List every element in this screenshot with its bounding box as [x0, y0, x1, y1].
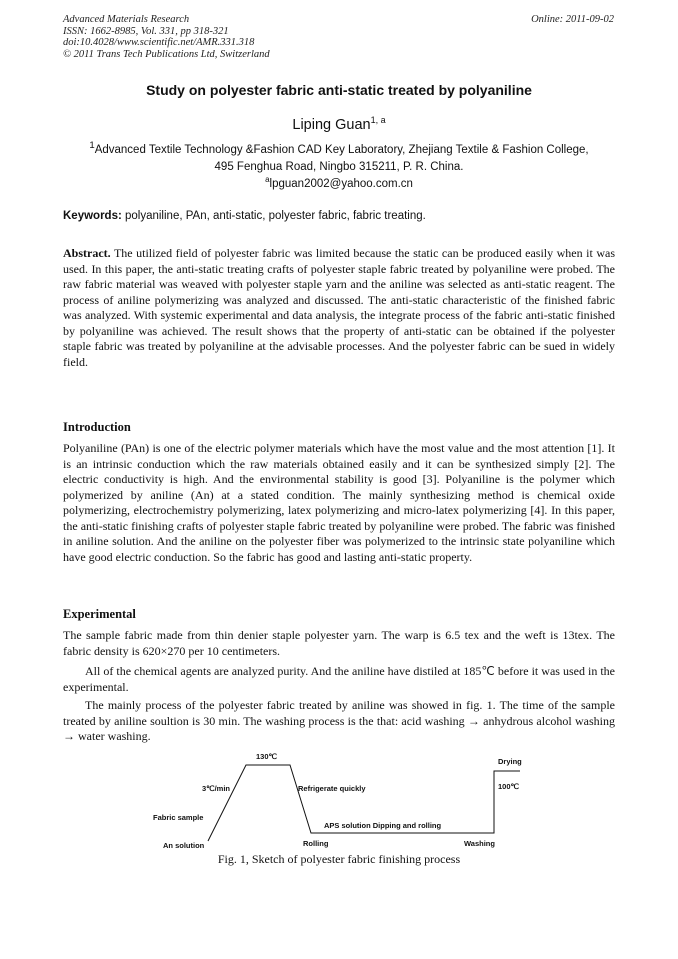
email-sup: a [265, 175, 270, 184]
affiliation-sup: 1 [89, 140, 95, 151]
affiliation-line-1: $^1$Advanced Textile Technology &Fashion CAD Key Laboratory, Zhejiang Textile & Fashion College, [89, 140, 589, 156]
label-refrigerate: Refrigerate quickly [298, 784, 366, 793]
label-washing: Washing [464, 839, 495, 848]
experimental-paragraph-2: All of the chemical agents are analyzed purity. And the aniline have distiled at 185℃ before it was used in the experimental. [63, 664, 615, 694]
label-fabric-sample: Fabric sample [153, 813, 204, 822]
keywords-text: polyaniline, PAn, anti-static, polyester fabric, fabric treating. [121, 210, 426, 222]
journal-name: Advanced Materials Research [63, 14, 190, 25]
author-sup: 1, a [370, 115, 386, 125]
label-temp-high: 130℃ [256, 752, 277, 761]
affiliation-line-2: 495 Fenghua Road, Ningbo 315211, P. R. China. [214, 160, 464, 173]
introduction-text: Polyaniline (PAn) is one of the electric polymer materials which have the most value and the most attention [1]. It is an intrinsic conduction which the raw materials obtained easily and it can be synthesized simply [2]. The electric conductivity is high. And the environmental stability is good [3]. Polyaniline is the polymer which polymerized by aniline (An) at a stated condition. The mainly synthesizing method is chemical oxide polymerizing, electrochemistry polymerizing, latex polymerizing and micro-latex polymerizing [4]. In this paper, the anti-static finishing crafts of polyester staple fabric treated by polyaniline were probed. The fabric was finished in aniline solution. And the aniline on the polyester fiber was polymerized to the intrinsic state polyaniline which have good electric conduction. So the fabric has good and lasting anti-static property. [63, 441, 615, 564]
figure-caption: Fig. 1, Sketch of polyester fabric finishing process [217, 852, 461, 866]
keywords [63, 210, 615, 222]
issn-line: ISSN: 1662-8985, Vol. 331, pp 318-321 [63, 25, 229, 37]
affiliation [63, 137, 615, 176]
online-date: Online: 2011-09-02 [531, 14, 614, 25]
abstract [63, 246, 615, 370]
label-rate: 3℃/min [202, 784, 231, 793]
keywords-label: Keywords: [63, 210, 122, 222]
abstract-text: The utilized field of polyester fabric was limited because the static can be produced easily when it was used. In this paper, the anti-static treating crafts of polyester staple fabric treated by polyaniline were probed. The raw fabric material was weaved with polyester staple yarn and the aniline was selected as anti-static reagent. The process of aniline polymerizing was analyzed and discussed. The anti-static characteristic of the finished fabric was analyzed. With systemic experimental and data analysis, the integrate process of the fabric anti-static finished by polyaniline was achieved. The result shows that the property of anti-static can be obtained if the polyester staple fabric was treated by polyaniline at the advisable processes. And the polyester fabric can be sued in widely field. [63, 246, 615, 369]
experimental-paragraph-1: The sample fabric made from thin denier staple polyester yarn. The warp is 6.5 tex and the weft is 13tex. The fabric density is 620×270 per 10 centimeters. [63, 628, 615, 658]
label-temp-dry: 100℃ [498, 782, 519, 791]
author-email [0, 175, 678, 190]
email-address: lpguan2002@yahoo.com.cn [269, 177, 413, 190]
author-line [0, 115, 678, 133]
copyright-line: © 2011 Trans Tech Publications Ltd, Switzerland [63, 48, 270, 60]
experimental-heading: Experimental [63, 607, 136, 621]
author-name: Liping Guan [292, 116, 371, 133]
experimental-paragraph-3: The mainly process of the polyester fabric treated by aniline was showed in fig. 1. The time of the sample treated by aniline soultion is 30 min. The washing process is the that: acid washing → anhydrous alcohol washing → water washing. [63, 698, 615, 743]
process-sketch-figure [148, 749, 538, 854]
abstract-label: Abstract. [63, 246, 111, 260]
introduction-heading: Introduction [63, 420, 131, 434]
label-rolling: Rolling [303, 839, 329, 848]
label-an-solution: An solution [163, 841, 205, 850]
paper-title: Study on polyester fabric anti-static treated by polyaniline [146, 82, 532, 98]
label-drying: Drying [498, 757, 522, 766]
journal-header [63, 14, 270, 60]
label-aps: APS solution Dipping and rolling [324, 821, 442, 830]
doi-line: doi:10.4028/www.scientific.net/AMR.331.318 [63, 37, 255, 48]
